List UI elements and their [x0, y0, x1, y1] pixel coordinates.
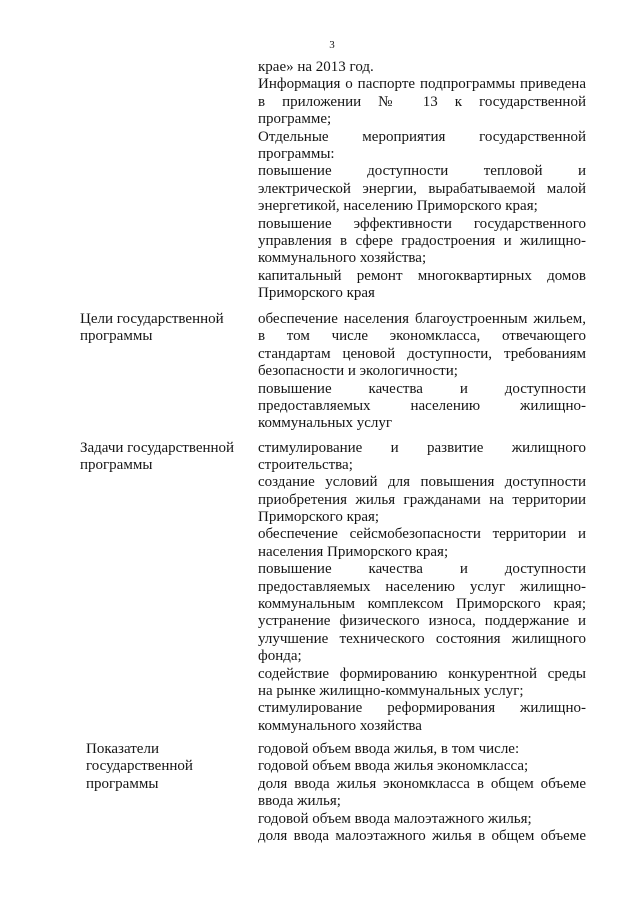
goals-line: в том числе экономкласса, отвечающего — [258, 328, 586, 345]
tasks-line: создание условий для повышения доступности — [258, 474, 586, 491]
continuation-line: энергетикой, населению Приморского края; — [258, 198, 538, 215]
continuation-line: повышение эффективности государственного — [258, 215, 586, 232]
goals-label-line: Цели государственной — [80, 311, 224, 327]
continuation-line: Отдельные мероприятия государственной — [258, 128, 586, 145]
continuation-line: программы: — [258, 145, 335, 162]
tasks-line: повышение качества и доступности — [258, 561, 586, 578]
indicators-line: годовой объем ввода малоэтажного жилья; — [258, 810, 532, 827]
tasks-line: коммунального хозяйства — [258, 717, 422, 734]
goals-line: стандартам ценовой доступности, требованиям — [258, 345, 586, 362]
tasks-line: предоставляемых населению услуг жилищно- — [258, 578, 586, 595]
continuation-line: в приложении № 13 к государственной — [258, 93, 586, 110]
indicators-label — [86, 741, 256, 793]
tasks-line: строительства; — [258, 456, 353, 473]
indicators-label-line: государственной — [86, 758, 193, 775]
continuation-line: Информация о паспорте подпрограммы приведена — [258, 76, 586, 93]
continuation-line: капитальный ремонт многоквартирных домов — [258, 267, 586, 284]
goals-line: повышение качества и доступности — [258, 380, 586, 397]
goals-text — [258, 311, 586, 433]
goals-line: коммунальных услуг — [258, 415, 393, 432]
tasks-label-line: программы — [80, 456, 153, 473]
indicators-line: годовой объем ввода жилья, в том числе: — [258, 741, 520, 757]
tasks-line: стимулирование реформирования жилищно- — [258, 700, 586, 717]
tasks-line: Приморского края; — [258, 509, 380, 526]
goals-line: предоставляемых населению жилищно- — [258, 397, 586, 414]
continuation-line: коммунального хозяйства; — [258, 250, 427, 267]
tasks-line: устранение физического износа, поддержание и — [258, 613, 586, 630]
tasks-line: улучшение технического состояния жилищного — [258, 630, 586, 647]
indicators-label-line: Показатели — [86, 741, 159, 757]
indicators-label-line: программы — [86, 775, 159, 792]
tasks-line: содействие формированию конкурентной среды — [258, 665, 586, 682]
continuation-line: управления в сфере градостроения и жилищно- — [258, 232, 586, 249]
continuation-text — [258, 59, 586, 302]
goals-line: обеспечение населения благоустроенным жильем, — [258, 311, 586, 327]
tasks-text — [258, 440, 586, 736]
tasks-line: стимулирование и развитие жилищного — [258, 439, 586, 456]
indicators-line: годовой объем ввода жилья экономкласса; — [258, 758, 529, 775]
indicators-text — [258, 741, 586, 845]
tasks-line: на рынке жилищно-коммунальных услуг; — [258, 682, 524, 699]
tasks-line: коммунальным комплексом Приморского края; — [258, 596, 586, 613]
tasks-line: приобретения жилья гражданами на территории — [258, 491, 586, 508]
continuation-line: Приморского края — [258, 285, 375, 302]
tasks-label-line: Задачи государственной — [80, 439, 235, 456]
goals-label — [80, 311, 250, 346]
continuation-line: программе; — [258, 111, 332, 128]
continuation-line: повышение доступности тепловой и — [258, 163, 586, 180]
tasks-line: фонда; — [258, 648, 302, 665]
continuation-line: электрической энергии, вырабатываемой малой — [258, 180, 586, 197]
goals-line: безопасности и экологичности; — [258, 363, 458, 380]
page-number: 3 — [329, 39, 335, 51]
indicators-line: ввода жилья; — [258, 793, 341, 810]
tasks-line: населения Приморского края; — [258, 543, 449, 560]
indicators-line: доля ввода малоэтажного жилья в общем объеме — [258, 827, 586, 844]
tasks-label — [80, 440, 250, 475]
continuation-line: крае» на 2013 год. — [258, 59, 374, 75]
indicators-line: доля ввода жилья экономкласса в общем объеме — [258, 775, 586, 792]
goals-label-line: программы — [80, 328, 153, 345]
tasks-line: обеспечение сейсмобезопасности территории и — [258, 526, 586, 543]
